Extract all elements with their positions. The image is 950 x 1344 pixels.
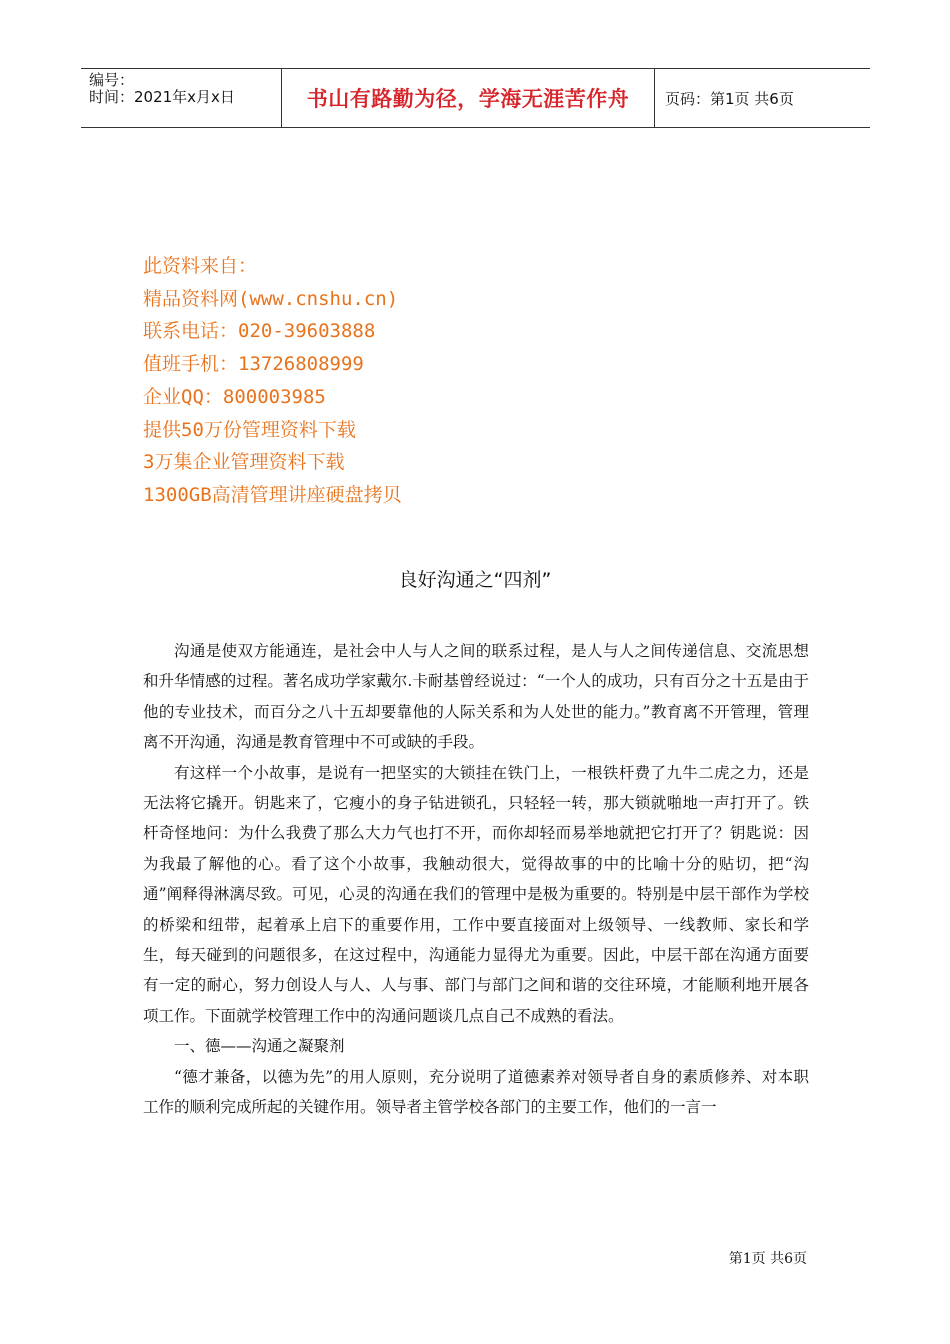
- header-page-cell: [655, 69, 870, 127]
- source-line: 企业QQ：800003985: [143, 385, 326, 408]
- header-motto-cell: [282, 69, 655, 127]
- document-title: 良好沟通之“四剂”: [398, 569, 552, 591]
- body-paragraph: “德才兼备，以德为先”的用人原则，充分说明了道德素养对领导者自身的素质修养、对本职工作的顺利完成所起的关键作用。领导者主管学校各部门的主要工作，他们的一言一: [143, 1067, 809, 1117]
- source-line: 值班手机：13726808999: [143, 353, 364, 376]
- body-paragraph: 有这样一个小故事，是说有一把坚实的大锁挂在铁门上，一根铁杆费了九牛二虎之力，还是无法将它撬开。钥匙来了，它瘦小的身子钻进锁孔，只轻轻一转，那大锁就啪地一声打开了。铁杆奇怪地问：为什么我费了那么大力气也打不开，而你却轻而易举地就把它打开了？钥匙说：因为我最了解他的心。看了这个小故事，我触动很大，觉得故事的中的比喻十分的贴切，把“沟通”阐释得淋漓尽致。可见，心灵的沟通在我们的管理中是极为重要的。特别是中层干部作为学校的桥梁和纽带，起着承上启下的重要作用，工作中要直接面对上级领导、一线教师、家长和学生，每天碰到的问题很多，在这过程中，沟通能力显得尤为重要。因此，中层干部在沟通方面要有一定的耐心，努力创设人与人、人与事、部门与部门之间和谐的交往环境，才能顺利地开展各项工作。下面就学校管理工作中的沟通问题谈几点自己不成熟的看法。: [143, 763, 809, 1025]
- page-header: [81, 68, 870, 128]
- source-line: 精品资料网(www.cnshu.cn): [143, 287, 399, 310]
- section-heading: 一、德——沟通之凝聚剂: [174, 1037, 345, 1056]
- body-paragraph: 沟通是使双方能通连，是社会中人与人之间的联系过程，是人与人之间传递信息、交流思想和升华情感的过程。著名成功学家戴尔.卡耐基曾经说过：“一个人的成功，只有百分之十五是由于他的专业技术，而百分之八十五却要靠他的人际关系和为人处世的能力。”教育离不开管理，管理离不开沟通，沟通是教育管理中不可或缺的手段。: [143, 642, 809, 752]
- time-label: 时间：2021年x月x日: [89, 88, 235, 106]
- page-footer: 第1页 共6页: [728, 1251, 807, 1267]
- number-label: 编号：: [89, 71, 135, 89]
- source-line: 1300GB高清管理讲座硬盘拷贝: [143, 483, 402, 506]
- document-body: [143, 636, 809, 1123]
- source-block: [143, 250, 402, 512]
- source-line: 3万集企业管理资料下载: [143, 451, 345, 474]
- header-page-label: 页码：第1页 共6页: [665, 89, 794, 108]
- header-meta: [81, 69, 282, 127]
- source-line: 提供50万份管理资料下载: [143, 418, 356, 441]
- source-line: 此资料来自：: [143, 255, 258, 277]
- motto-text: 书山有路勤为径，学海无涯苦作舟: [306, 87, 630, 111]
- source-line: 联系电话：020-39603888: [143, 320, 376, 343]
